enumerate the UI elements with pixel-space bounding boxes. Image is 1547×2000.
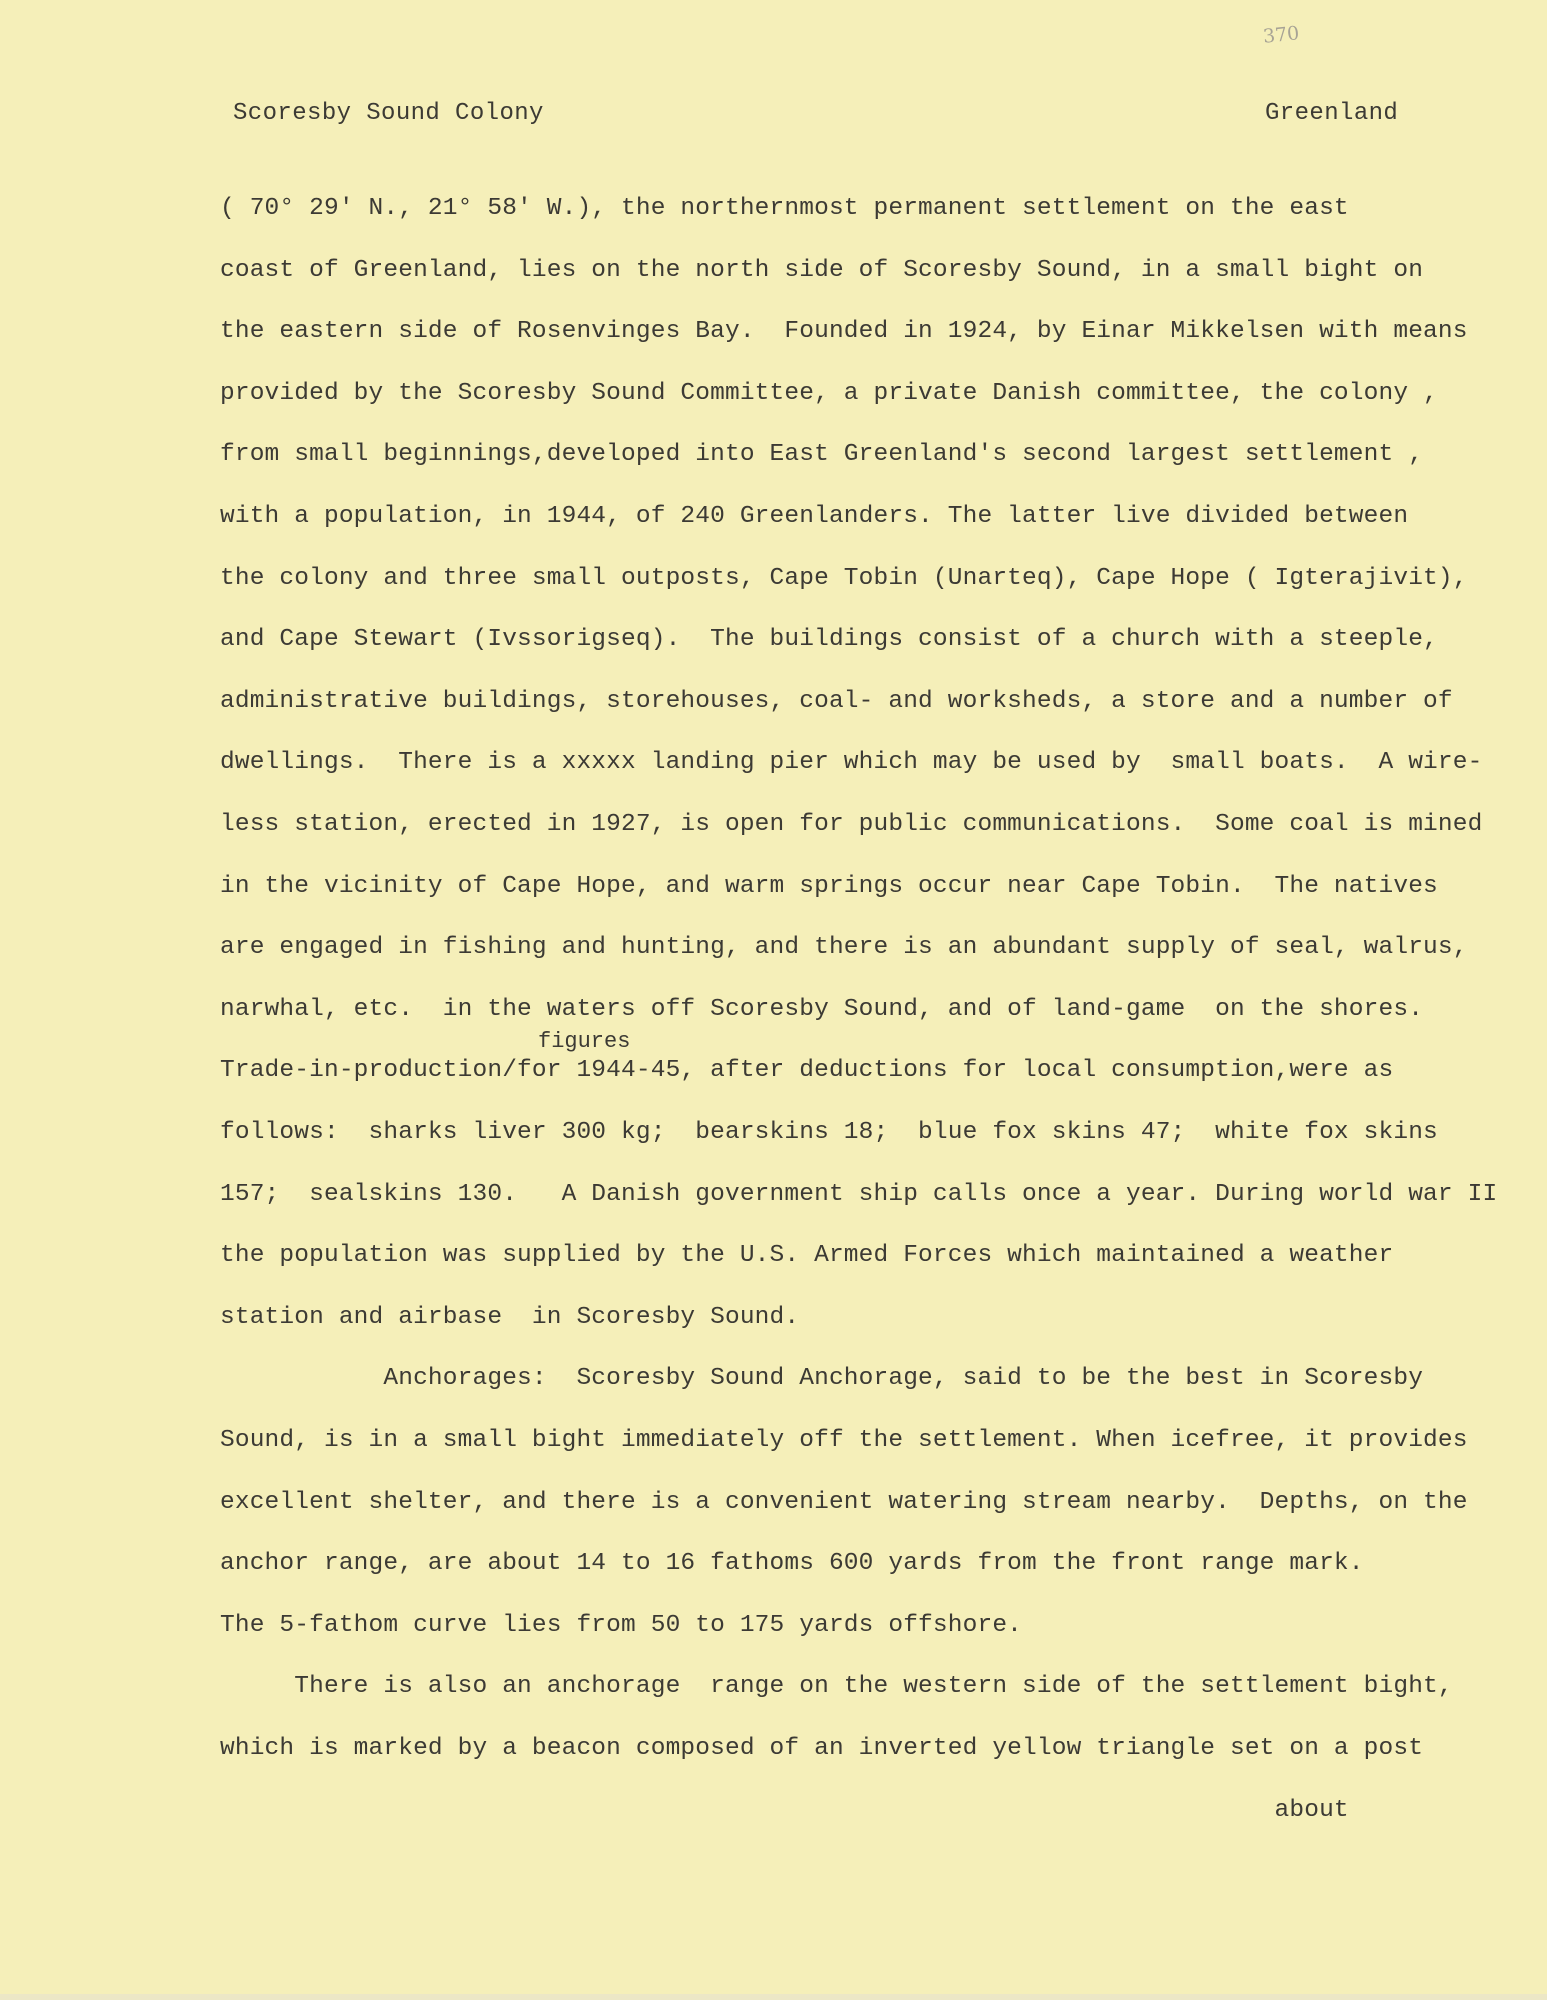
body-line: and Cape Stewart (Ivssorigseq). The buildings consist of a church with a steeple, [220, 626, 1438, 654]
body-line: Trade-in-production/for 1944-45, after deductions for local consumption,were as [220, 1057, 1394, 1085]
body-line: coast of Greenland, lies on the north side of Scoresby Sound, in a small bight on [220, 256, 1424, 284]
body-line: narwhal, etc. in the waters off Scoresby Sound, and of land-game on the shores. [220, 995, 1424, 1023]
body-line: Anchorages: Scoresby Sound Anchorage, said to be the best in Scoresby [220, 1365, 1424, 1393]
body-line: provided by the Scoresby Sound Committee, a private Danish committee, the colony , [220, 379, 1438, 407]
body-line: Sound, is in a small bight immediately off the settlement. When icefree, it provides [220, 1427, 1468, 1454]
document-region: Greenland [1265, 100, 1399, 127]
body-line: ( 70° 29' N., 21° 58' W.), the northernmost permanent settlement on the east [220, 195, 1349, 222]
body-line: less station, erected in 1927, is open for public communications. Some coal is mined [220, 811, 1483, 838]
body-line: There is also an anchorage range on the western side of the settlement bight, [220, 1673, 1453, 1701]
body-line: station and airbase in Scoresby Sound. [220, 1303, 800, 1331]
body-line: from small beginnings,developed into East Greenland's second largest settlement , [220, 441, 1424, 469]
body-line: which is marked by a beacon composed of an inverted yellow triangle set on a post [220, 1735, 1424, 1762]
body-line: anchor range, are about 14 to 16 fathoms 600 yards from the front range mark. [220, 1550, 1364, 1578]
body-line: 157; sealskins 130. A Danish government ship calls once a year. During world war II [220, 1180, 1498, 1208]
body-line: excellent shelter, and there is a convenient watering stream nearby. Depths, on the [220, 1488, 1468, 1516]
body-line: the population was supplied by the U.S. Armed Forces which maintained a weather [220, 1242, 1394, 1270]
page-number: 370 [1261, 22, 1301, 48]
body-line: about [220, 1796, 1349, 1824]
body-line: the eastern side of Rosenvinges Bay. Founded in 1924, by Einar Mikkelsen with means [220, 318, 1468, 346]
body-line: dwellings. There is a xxxxx landing pier which may be used by small boats. A wire- [220, 749, 1483, 777]
body-line: with a population, in 1944, of 240 Greenlanders. The latter live divided between [220, 503, 1409, 530]
body-line: the colony and three small outposts, Cape Tobin (Unarteq), Cape Hope ( Igterajivit), [220, 564, 1468, 592]
handwritten-insertion: figures [538, 1029, 631, 1054]
body-line: in the vicinity of Cape Hope, and warm springs occur near Cape Tobin. The natives [220, 872, 1438, 900]
document-title: Scoresby Sound Colony [233, 100, 544, 127]
body-line: The 5-fathom curve lies from 50 to 175 yards offshore. [220, 1611, 1023, 1639]
body-line: are engaged in fishing and hunting, and there is an abundant supply of seal, walrus, [220, 934, 1468, 962]
body-line: follows: sharks liver 300 kg; bearskins 18; blue fox skins 47; white fox skins [220, 1119, 1438, 1146]
page-edge [0, 1994, 1547, 2000]
body-line: administrative buildings, storehouses, coal- and worksheds, a store and a number of [220, 687, 1453, 715]
